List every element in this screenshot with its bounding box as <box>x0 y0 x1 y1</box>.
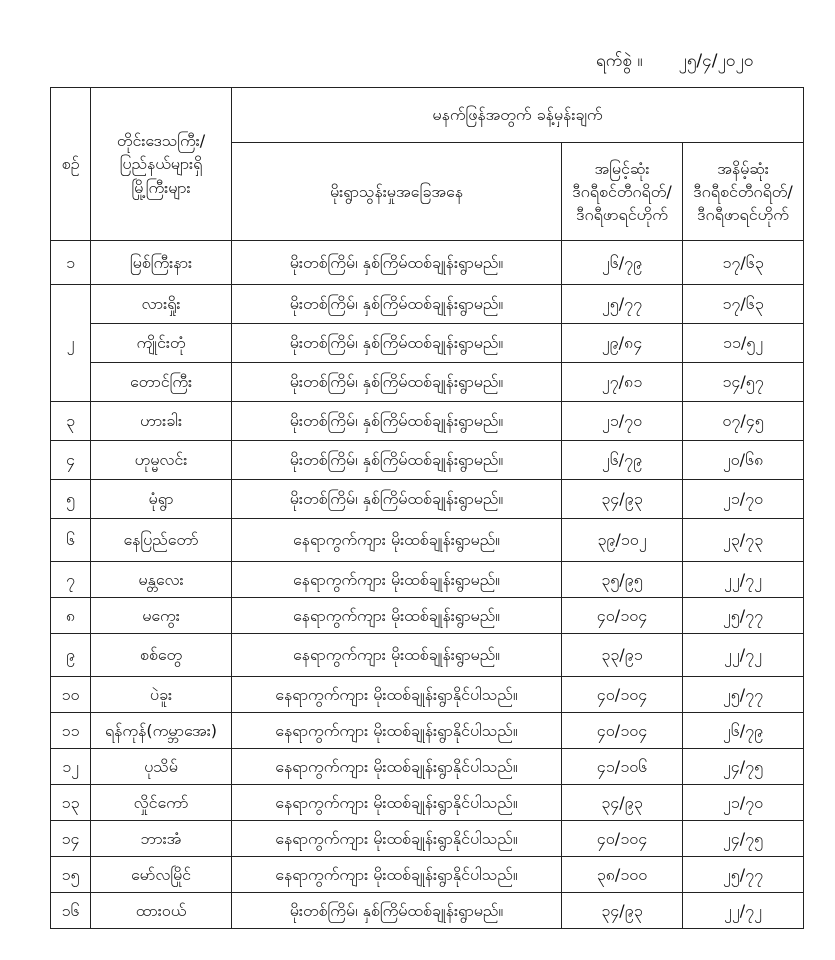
table-row <box>51 562 804 598</box>
table-row <box>51 324 804 363</box>
row-min: ၁၄/၅၇ <box>683 363 804 402</box>
row-max: ၄၀/၁၀၄ <box>562 598 683 634</box>
row-weather: နေရာကွက်ကျား မိုးထစ်ချုန်းရွာနိုင်ပါသည်။ <box>232 857 562 893</box>
row-city: နေပြည်တော် <box>91 519 232 562</box>
row-no: ၁၂ <box>51 749 91 785</box>
row-city: စစ်တွေ <box>91 634 232 677</box>
header-region <box>91 88 232 241</box>
row-max: ၄၀/၁၀၄ <box>562 677 683 713</box>
row-no: ၁၃ <box>51 785 91 821</box>
header-max-line: အမြင့်ဆုံး <box>594 158 650 178</box>
row-min: ၂၀/၆၈ <box>683 441 804 480</box>
date-value: ၂၅/၄/၂၀၂၀ <box>678 51 754 71</box>
row-min: ၂၁/၇၀ <box>683 480 804 519</box>
header-min-line: ဒီဂရီစင်တီဂရိတ်/ <box>693 181 793 201</box>
header-max-line: ဒီဂရီစင်တီဂရိတ်/ <box>572 181 672 201</box>
row-max: ၃၄/၉၃ <box>562 893 683 929</box>
row-min: ၂၁/၇၀ <box>683 785 804 821</box>
table-row <box>51 893 804 929</box>
row-city: မန္တလေး <box>91 562 232 598</box>
row-max: ၃၃/၉၁ <box>562 634 683 677</box>
table-row <box>51 285 804 324</box>
row-city: မြစ်ကြီးနား <box>91 241 232 285</box>
row-max: ၄၀/၁၀၄ <box>562 821 683 857</box>
row-weather: နေရာကွက်ကျား မိုးထစ်ချုန်းရွာမည်။ <box>232 634 562 677</box>
row-weather: နေရာကွက်ကျား မိုးထစ်ချုန်းရွာနိုင်ပါသည်။ <box>232 749 562 785</box>
table-row <box>51 857 804 893</box>
row-city: ထားဝယ် <box>91 893 232 929</box>
table-row <box>51 441 804 480</box>
row-no: ၉ <box>51 634 91 677</box>
row-weather: မိုးတစ်ကြိမ်၊ နှစ်ကြိမ်ထစ်ချုန်းရွာမည်။ <box>232 402 562 441</box>
header-no: စဉ် <box>51 88 91 241</box>
row-weather: နေရာကွက်ကျား မိုးထစ်ချုန်းရွာနိုင်ပါသည်။ <box>232 821 562 857</box>
row-min: ၂၅/၇၇ <box>683 598 804 634</box>
row-weather: နေရာကွက်ကျား မိုးထစ်ချုန်းရွာမည်။ <box>232 598 562 634</box>
row-max: ၂၉/၈၄ <box>562 324 683 363</box>
row-weather: နေရာကွက်ကျား မိုးထစ်ချုန်းရွာနိုင်ပါသည်။ <box>232 785 562 821</box>
row-min: ၀၇/၄၅ <box>683 402 804 441</box>
header-min-temp <box>683 143 804 241</box>
header-region-line: မြို့ကြီးများ <box>131 177 191 197</box>
row-max: ၂၆/၇၉ <box>562 441 683 480</box>
row-city: မကွေး <box>91 598 232 634</box>
table-row <box>51 402 804 441</box>
row-weather: မိုးတစ်ကြိမ်၊ နှစ်ကြိမ်ထစ်ချုန်းရွာမည်။ <box>232 324 562 363</box>
row-city: ဟုမ္မလင်း <box>91 441 232 480</box>
row-weather: မိုးတစ်ကြိမ်၊ နှစ်ကြိမ်ထစ်ချုန်းရွာမည်။ <box>232 363 562 402</box>
row-max: ၃၈/၁၀၀ <box>562 857 683 893</box>
row-no: ၂ <box>51 285 91 402</box>
row-max: ၃၄/၉၃ <box>562 785 683 821</box>
row-min: ၁၁/၅၂ <box>683 324 804 363</box>
row-no: ၁၄ <box>51 821 91 857</box>
table-row <box>51 480 804 519</box>
row-no: ၁၁ <box>51 713 91 749</box>
row-no: ၁၆ <box>51 893 91 929</box>
report-date <box>596 50 753 75</box>
table-row <box>51 363 804 402</box>
row-weather: မိုးတစ်ကြိမ်၊ နှစ်ကြိမ်ထစ်ချုန်းရွာမည်။ <box>232 441 562 480</box>
row-min: ၂၅/၇၇ <box>683 857 804 893</box>
row-city: လှိုင်ကော် <box>91 785 232 821</box>
row-weather: နေရာကွက်ကျား မိုးထစ်ချုန်းရွာနိုင်ပါသည်။ <box>232 677 562 713</box>
table-row <box>51 713 804 749</box>
table-row <box>51 677 804 713</box>
weather-forecast-table <box>50 87 804 929</box>
row-max: ၃၅/၉၅ <box>562 562 683 598</box>
table-row <box>51 598 804 634</box>
row-max: ၃၄/၉၃ <box>562 480 683 519</box>
row-min: ၁၇/၆၃ <box>683 285 804 324</box>
header-weather: မိုးရွာသွန်းမှုအခြေအနေ <box>232 143 562 241</box>
row-max: ၂၆/၇၉ <box>562 241 683 285</box>
row-weather: နေရာကွက်ကျား မိုးထစ်ချုန်းရွာမည်။ <box>232 562 562 598</box>
row-city: ဘားအံ <box>91 821 232 857</box>
row-no: ၁ <box>51 241 91 285</box>
row-min: ၂၃/၇၃ <box>683 519 804 562</box>
row-no: ၄ <box>51 441 91 480</box>
row-weather: မိုးတစ်ကြိမ်၊ နှစ်ကြိမ်ထစ်ချုန်းရွာမည်။ <box>232 285 562 324</box>
row-min: ၁၇/၆၃ <box>683 241 804 285</box>
row-city: ပဲခူး <box>91 677 232 713</box>
row-max: ၂၁/၇၀ <box>562 402 683 441</box>
header-region-line: တိုင်းဒေသကြီး/ <box>116 131 206 151</box>
row-min: ၂၂/၇၂ <box>683 634 804 677</box>
header-max-line: ဒီဂရီဖာရင်ဟိုက် <box>576 205 668 225</box>
header-max-temp <box>562 143 683 241</box>
row-max: ၂၇/၈၁ <box>562 363 683 402</box>
row-city: ကျိုင်းတုံ <box>91 324 232 363</box>
table-row <box>51 241 804 285</box>
row-city: မော်လမြိုင် <box>91 857 232 893</box>
header-region-line: ပြည်နယ်များရှိ <box>119 154 203 174</box>
table-row <box>51 785 804 821</box>
row-no: ၅ <box>51 480 91 519</box>
row-min: ၂၂/၇၂ <box>683 562 804 598</box>
row-weather: နေရာကွက်ကျား မိုးထစ်ချုန်းရွာမည်။ <box>232 519 562 562</box>
row-no: ၁၅ <box>51 857 91 893</box>
row-min: ၂၂/၇၂ <box>683 893 804 929</box>
date-label: ရက်စွဲ ။ <box>596 51 643 71</box>
row-max: ၃၉/၁၀၂ <box>562 519 683 562</box>
header-min-line: ဒီဂရီဖာရင်ဟိုက် <box>697 205 789 225</box>
row-no: ၃ <box>51 402 91 441</box>
row-city: တောင်ကြီး <box>91 363 232 402</box>
row-weather: နေရာကွက်ကျား မိုးထစ်ချုန်းရွာနိုင်ပါသည်။ <box>232 713 562 749</box>
row-min: ၂၆/၇၉ <box>683 713 804 749</box>
row-max: ၂၅/၇၇ <box>562 285 683 324</box>
row-no: ၈ <box>51 598 91 634</box>
table-row <box>51 821 804 857</box>
row-city: ပုသိမ် <box>91 749 232 785</box>
row-no: ၆ <box>51 519 91 562</box>
table-body <box>51 241 804 929</box>
row-max: ၄၀/၁၀၄ <box>562 713 683 749</box>
row-city: မုံရွာ <box>91 480 232 519</box>
row-city: ဟားခါး <box>91 402 232 441</box>
row-weather: မိုးတစ်ကြိမ်၊ နှစ်ကြိမ်ထစ်ချုန်းရွာမည်။ <box>232 480 562 519</box>
row-no: ၇ <box>51 562 91 598</box>
row-min: ၂၄/၇၅ <box>683 749 804 785</box>
row-max: ၄၁/၁၀၆ <box>562 749 683 785</box>
row-no: ၁၀ <box>51 677 91 713</box>
table-row <box>51 749 804 785</box>
row-weather: မိုးတစ်ကြိမ်၊ နှစ်ကြိမ်ထစ်ချုန်းရွာမည်။ <box>232 893 562 929</box>
table-row <box>51 634 804 677</box>
table-row <box>51 519 804 562</box>
header-min-line: အနိမ့်ဆုံး <box>717 158 769 178</box>
header-forecast-group: မနက်ဖြန်အတွက် ခန့်မှန်းချက် <box>232 88 804 143</box>
row-city: ရန်ကုန်(ကမ္ဘာအေး) <box>91 713 232 749</box>
row-weather: မိုးတစ်ကြိမ်၊ နှစ်ကြိမ်ထစ်ချုန်းရွာမည်။ <box>232 241 562 285</box>
row-city: လားရှိုး <box>91 285 232 324</box>
row-min: ၂၅/၇၇ <box>683 677 804 713</box>
row-min: ၂၄/၇၅ <box>683 821 804 857</box>
